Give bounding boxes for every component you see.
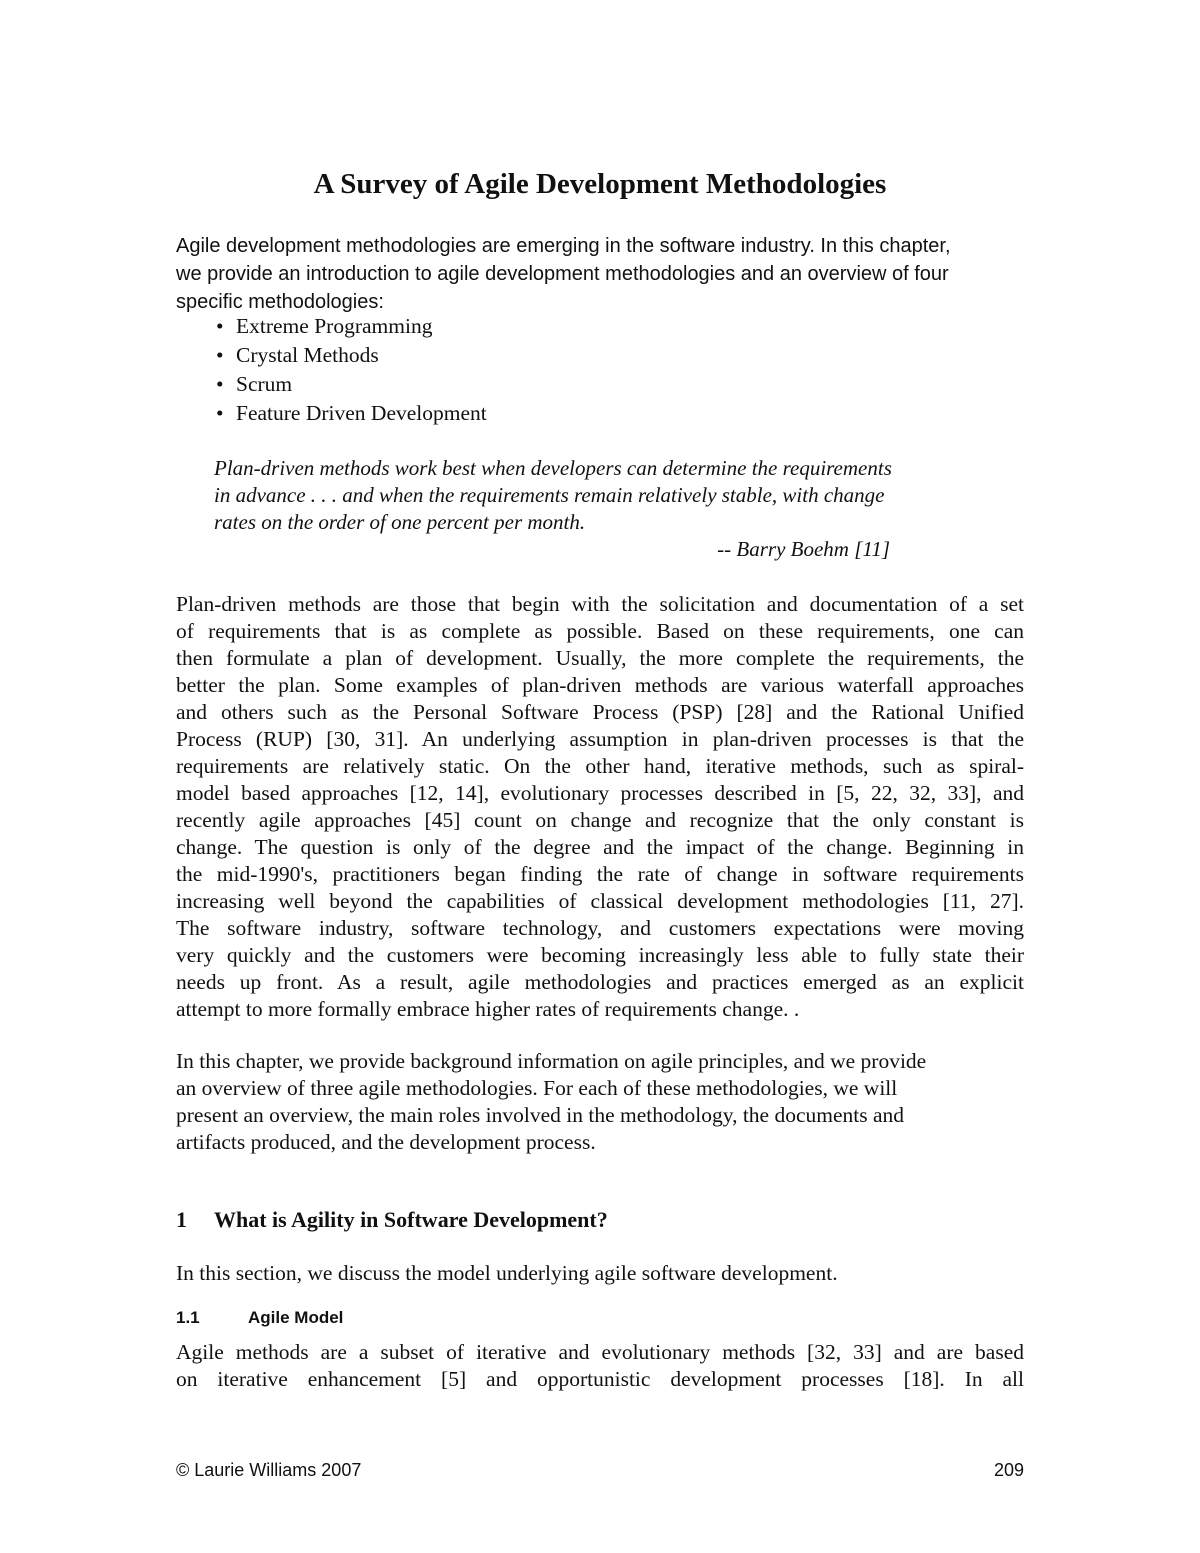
text-line: model based approaches [12, 14], evolutionary processes described in [5, 22, 32, 33], and: [176, 781, 1024, 805]
text-line: attempt to more formally embrace higher rates of requirements change. .: [176, 997, 800, 1021]
text-line: Plan-driven methods are those that begin with the solicitation and documentation of a set: [176, 592, 1024, 616]
document-title: A Survey of Agile Development Methodologies: [313, 168, 887, 200]
intro-line: we provide an introduction to agile development methodologies and an overview of four: [176, 263, 949, 285]
text-line: on iterative enhancement [5] and opportunistic development processes [18]. In all: [176, 1367, 1024, 1391]
text-line: better the plan. Some examples of plan-driven methods are various waterfall approaches: [176, 673, 1024, 697]
text-line: of requirements that is as complete as possible. Based on these requirements, one can: [176, 619, 1024, 643]
text-line: an overview of three agile methodologies. For each of these methodologies, we will: [176, 1076, 898, 1100]
footer-copyright: © Laurie Williams 2007: [176, 1460, 362, 1480]
intro-paragraph: [176, 232, 1024, 316]
text-line: Process (RUP) [30, 31]. An underlying assumption in plan-driven processes is that the: [176, 727, 1024, 751]
body-paragraph-1: [176, 591, 1024, 1023]
list-item: • Extreme Programming: [216, 312, 487, 341]
text-line: The software industry, software technology, and customers expectations were moving: [176, 916, 1024, 940]
methodology-list: [216, 312, 487, 428]
quote-attribution: -- Barry Boehm [11]: [717, 537, 890, 561]
text-line: Agile methods are a subset of iterative and evolutionary methods [32, 33] and are based: [176, 1340, 1024, 1364]
quote-line: Plan-driven methods work best when developers can determine the requirements: [214, 456, 892, 480]
text-line: and others such as the Personal Software Process (PSP) [28] and the Rational Unified: [176, 700, 1024, 724]
text-line: increasing well beyond the capabilities of classical development methodologies [11, 27].: [176, 889, 1024, 913]
epigraph-quote: [214, 455, 1014, 536]
text-line: requirements are relatively static. On the other hand, iterative methods, such as spiral-: [176, 754, 1024, 778]
list-item: • Feature Driven Development: [216, 399, 487, 428]
list-item: • Crystal Methods: [216, 341, 487, 370]
body-paragraph-2: [176, 1048, 1024, 1156]
text-line: very quickly and the customers were becoming increasingly less able to fully state their: [176, 943, 1024, 967]
text-line: present an overview, the main roles involved in the methodology, the documents and: [176, 1103, 905, 1127]
list-item: • Scrum: [216, 370, 487, 399]
text-line: In this chapter, we provide background information on agile principles, and we provide: [176, 1049, 927, 1073]
subsection-title: Agile Model: [248, 1308, 344, 1327]
subsection-paragraph: [176, 1339, 1024, 1393]
footer-page-number: 209: [993, 1460, 1024, 1480]
text-line: artifacts produced, and the development process.: [176, 1130, 596, 1154]
text-line: the mid-1990's, practitioners began finding the rate of change in software requirements: [176, 862, 1024, 886]
section-intro: In this section, we discuss the model underlying agile software development.: [176, 1261, 838, 1285]
subsection-number: 1.1: [176, 1308, 200, 1327]
section-heading: [176, 1205, 608, 1235]
quote-line: in advance . . . and when the requirements remain relatively stable, with change: [214, 483, 885, 507]
text-line: change. The question is only of the degree and the impact of the change. Beginning in: [176, 835, 1024, 859]
intro-line: specific methodologies:: [176, 291, 384, 313]
text-line: then formulate a plan of development. Usually, the more complete the requirements, the: [176, 646, 1024, 670]
section-title: What is Agility in Software Development?: [214, 1207, 608, 1232]
text-line: needs up front. As a result, agile methodologies and practices emerged as an explicit: [176, 970, 1024, 994]
intro-line: Agile development methodologies are emerging in the software industry. In this chapter,: [176, 235, 951, 257]
quote-line: rates on the order of one percent per month.: [214, 510, 586, 534]
subsection-heading: [176, 1306, 343, 1330]
text-line: recently agile approaches [45] count on change and recognize that the only constant is: [176, 808, 1024, 832]
section-number: 1: [176, 1207, 187, 1232]
